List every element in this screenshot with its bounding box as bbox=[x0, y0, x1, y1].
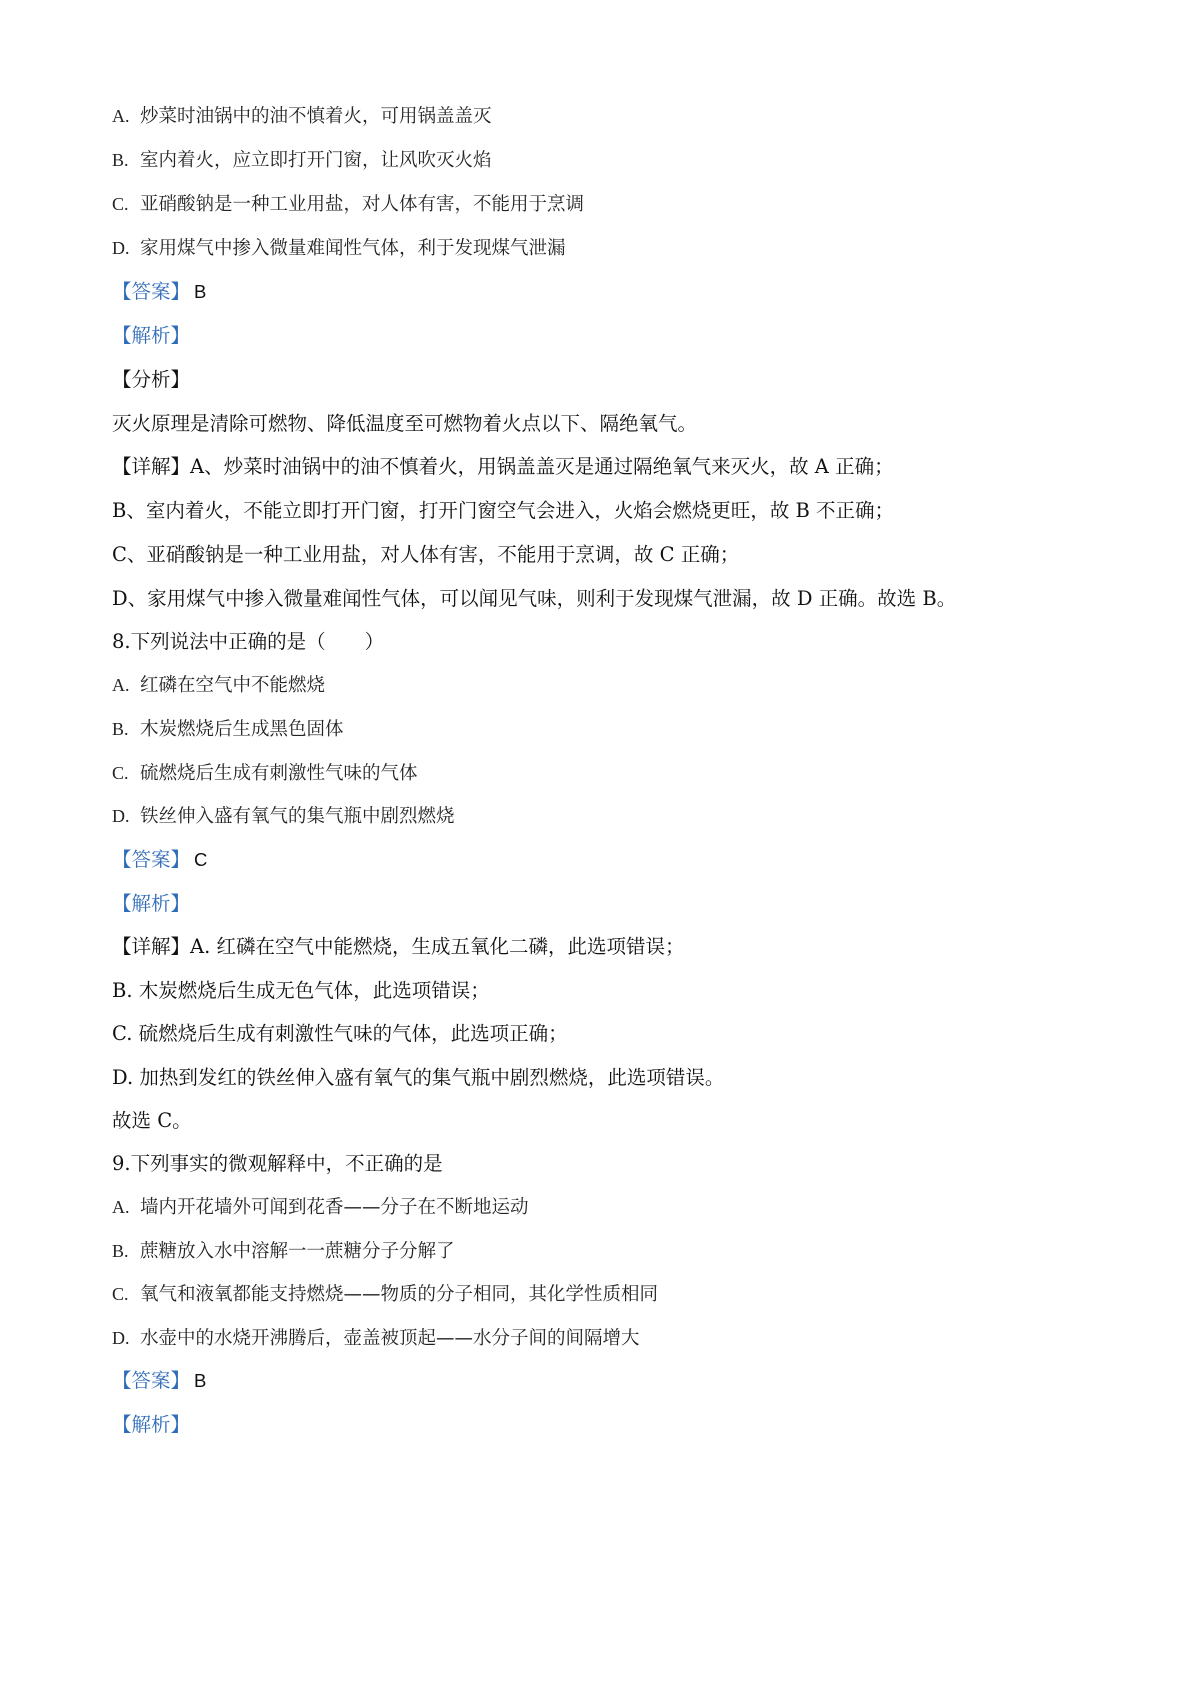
option-letter: A. bbox=[112, 1197, 130, 1217]
option-text: 红磷在空气中不能燃烧 bbox=[140, 675, 326, 696]
option-letter: A. bbox=[112, 106, 130, 126]
option-text: 水壶中的水烧开沸腾后，壶盖被顶起——水分子间的间隔增大 bbox=[140, 1328, 640, 1349]
option-letter: B. bbox=[112, 150, 129, 170]
q7-option-a bbox=[112, 102, 492, 131]
option-text: 氧气和液氧都能支持燃烧——物质的分子相同，其化学性质相同 bbox=[140, 1284, 659, 1305]
option-text: 家用煤气中掺入微量难闻性气体，利于发现煤气泄漏 bbox=[140, 238, 566, 259]
q9-analysis-tag bbox=[112, 1411, 190, 1439]
q8-detail-line-1 bbox=[112, 933, 685, 961]
q9-option-d bbox=[112, 1324, 640, 1353]
q8-conclusion: 故选 C。 bbox=[112, 1109, 192, 1132]
answer-value: B bbox=[194, 281, 207, 302]
option-text: 硫燃烧后生成有刺激性气味的气体 bbox=[140, 763, 418, 784]
q7-analysis-tag bbox=[112, 322, 190, 350]
answer-value: C bbox=[194, 849, 208, 870]
option-letter: C. bbox=[112, 194, 129, 214]
option-letter: A. bbox=[112, 675, 130, 695]
q8-question: 8.下列说法中正确的是（ ） bbox=[112, 630, 385, 653]
q9-question: 9.下列事实的微观解释中，不正确的是 bbox=[112, 1152, 443, 1175]
option-letter: B. bbox=[112, 1241, 129, 1261]
option-text: 墙内开花墙外可闻到花香——分子在不断地运动 bbox=[140, 1197, 529, 1218]
analysis-tag-text: 【解析】 bbox=[112, 324, 191, 347]
detail-tag: 【详解】 bbox=[112, 935, 191, 958]
q7-answer bbox=[112, 278, 206, 306]
q9-option-a bbox=[112, 1193, 529, 1222]
detail-text: A. 红磷在空气中能燃烧，生成五氧化二磷，此选项错误； bbox=[190, 935, 685, 958]
q7-fenxi-text: 灭火原理是清除可燃物、降低温度至可燃物着火点以下、隔绝氧气。 bbox=[112, 412, 698, 435]
q7-detail-line-4: D、家用煤气中掺入微量难闻性气体，可以闻见气味，则利于发现煤气泄漏，故 D 正确。故选 B。 bbox=[112, 587, 957, 610]
q8-answer bbox=[112, 846, 207, 874]
analysis-tag-text: 【解析】 bbox=[112, 892, 191, 915]
answer-tag: 【答案】 bbox=[112, 848, 191, 871]
q8-detail-line-2: B. 木炭燃烧后生成无色气体，此选项错误； bbox=[112, 979, 490, 1002]
answer-tag: 【答案】 bbox=[112, 1369, 191, 1392]
option-text: 炒菜时油锅中的油不慎着火，可用锅盖盖灭 bbox=[140, 106, 492, 127]
option-text: 亚硝酸钠是一种工业用盐，对人体有害，不能用于烹调 bbox=[140, 194, 585, 215]
q9-option-b bbox=[112, 1237, 455, 1266]
q8-detail-line-4: D. 加热到发红的铁丝伸入盛有氧气的集气瓶中剧烈燃烧，此选项错误。 bbox=[112, 1066, 725, 1089]
option-letter: B. bbox=[112, 719, 129, 739]
option-text: 木炭燃烧后生成黑色固体 bbox=[140, 719, 344, 740]
option-letter: C. bbox=[112, 1284, 129, 1304]
option-letter: D. bbox=[112, 1328, 130, 1348]
q7-option-b bbox=[112, 146, 492, 175]
q8-detail-line-3: C. 硫燃烧后生成有刺激性气味的气体，此选项正确； bbox=[112, 1022, 568, 1045]
option-text: 铁丝伸入盛有氧气的集气瓶中剧烈燃烧 bbox=[140, 806, 455, 827]
answer-tag: 【答案】 bbox=[112, 280, 191, 303]
detail-text: A、炒菜时油锅中的油不慎着火，用锅盖盖灭是通过隔绝氧气来灭火，故 A 正确； bbox=[190, 455, 894, 478]
analysis-tag-text: 【解析】 bbox=[112, 1413, 191, 1436]
q7-detail-line-2: B、室内着火，不能立即打开门窗，打开门窗空气会进入，火焰会燃烧更旺，故 B 不正确； bbox=[112, 499, 895, 522]
q8-analysis-tag bbox=[112, 890, 190, 918]
q7-fenxi-tag bbox=[112, 366, 190, 394]
option-letter: D. bbox=[112, 238, 130, 258]
q7-option-d bbox=[112, 234, 566, 263]
q9-answer bbox=[112, 1367, 206, 1395]
option-letter: C. bbox=[112, 763, 129, 783]
q8-option-d bbox=[112, 802, 455, 831]
q8-option-c bbox=[112, 759, 418, 788]
q7-option-c bbox=[112, 190, 584, 219]
q8-option-b bbox=[112, 715, 344, 744]
q9-option-c bbox=[112, 1280, 658, 1309]
detail-tag: 【详解】 bbox=[112, 455, 191, 478]
option-text: 室内着火，应立即打开门窗，让风吹灭火焰 bbox=[140, 150, 492, 171]
option-text: 蔗糖放入水中溶解一一蔗糖分子分解了 bbox=[140, 1241, 455, 1262]
answer-value: B bbox=[194, 1370, 207, 1391]
q7-detail-line-1 bbox=[112, 453, 894, 481]
fenxi-tag-text: 【分析】 bbox=[112, 368, 191, 391]
option-letter: D. bbox=[112, 806, 130, 826]
q8-option-a bbox=[112, 671, 325, 700]
q7-detail-line-3: C、亚硝酸钠是一种工业用盐，对人体有害，不能用于烹调，故 C 正确； bbox=[112, 543, 740, 566]
